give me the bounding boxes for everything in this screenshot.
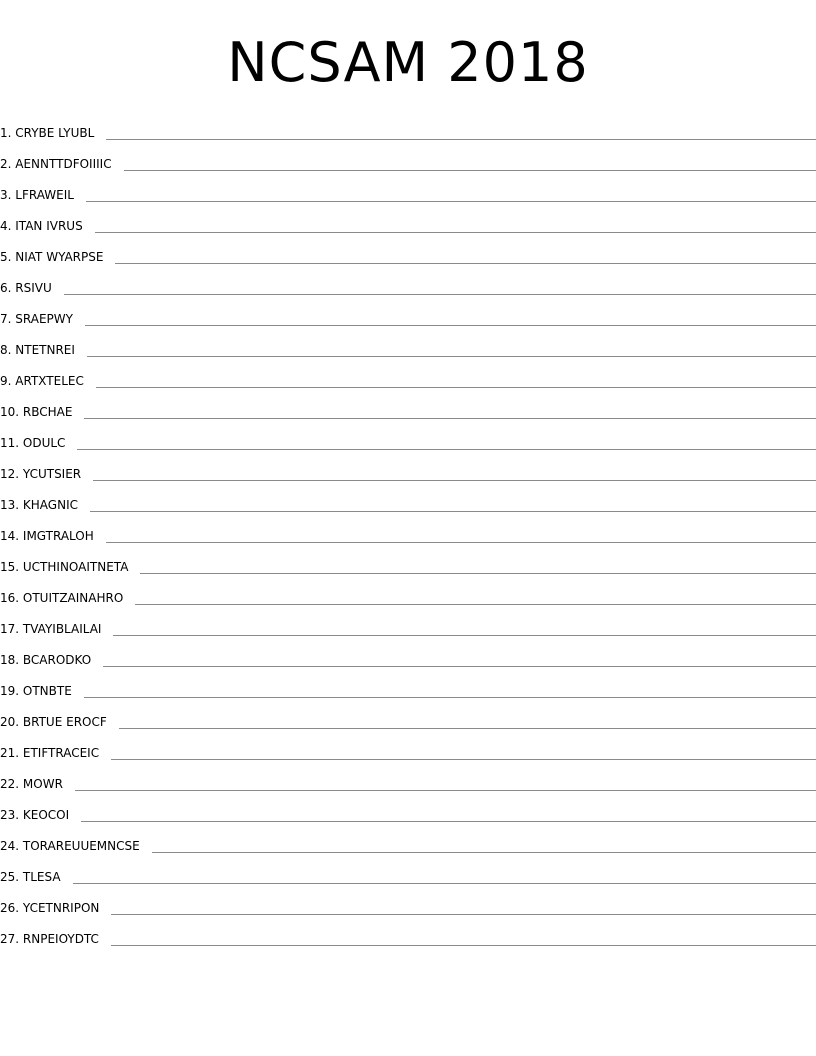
scrambled-word-label: 22. MOWR xyxy=(0,777,63,791)
scramble-row xyxy=(0,824,816,855)
answer-blank-line[interactable] xyxy=(106,139,816,140)
scramble-row xyxy=(0,762,816,793)
scramble-row xyxy=(0,173,816,204)
scrambled-word-label: 19. OTNBTE xyxy=(0,684,72,698)
scramble-row xyxy=(0,297,816,328)
answer-blank-line[interactable] xyxy=(95,232,816,233)
scramble-row xyxy=(0,886,816,917)
scramble-row xyxy=(0,638,816,669)
answer-blank-line[interactable] xyxy=(103,666,816,667)
answer-blank-line[interactable] xyxy=(90,511,816,512)
scrambled-word-label: 8. NTETNREI xyxy=(0,343,75,357)
answer-blank-line[interactable] xyxy=(84,418,816,419)
page-title: NCSAM 2018 xyxy=(227,31,589,94)
scramble-row xyxy=(0,111,816,142)
answer-blank-line[interactable] xyxy=(85,325,816,326)
scramble-row xyxy=(0,514,816,545)
scramble-row xyxy=(0,483,816,514)
scramble-row xyxy=(0,545,816,576)
answer-blank-line[interactable] xyxy=(106,542,816,543)
answer-blank-line[interactable] xyxy=(124,170,816,171)
scrambled-word-label: 7. SRAEPWY xyxy=(0,312,73,326)
answer-blank-line[interactable] xyxy=(86,201,816,202)
scramble-row xyxy=(0,793,816,824)
scrambled-word-label: 5. NIAT WYARPSE xyxy=(0,250,104,264)
scramble-row xyxy=(0,669,816,700)
scramble-row xyxy=(0,421,816,452)
scramble-row xyxy=(0,452,816,483)
answer-blank-line[interactable] xyxy=(93,480,816,481)
scramble-row xyxy=(0,390,816,421)
scrambled-word-label: 11. ODULC xyxy=(0,436,66,450)
scrambled-word-label: 27. RNPEIOYDTC xyxy=(0,932,99,946)
scrambled-word-label: 13. KHAGNIC xyxy=(0,498,78,512)
scrambled-word-label: 1. CRYBE LYUBL xyxy=(0,126,95,140)
scrambled-word-label: 3. LFRAWEIL xyxy=(0,188,74,202)
answer-blank-line[interactable] xyxy=(73,883,816,884)
answer-blank-line[interactable] xyxy=(81,821,816,822)
scrambled-word-label: 4. ITAN IVRUS xyxy=(0,219,83,233)
answer-blank-line[interactable] xyxy=(111,945,816,946)
scrambled-word-label: 9. ARTXTELEC xyxy=(0,374,84,388)
scrambled-word-label: 14. IMGTRALOH xyxy=(0,529,94,543)
answer-blank-line[interactable] xyxy=(111,914,816,915)
scramble-row xyxy=(0,607,816,638)
scrambled-word-label: 24. TORAREUUEMNCSE xyxy=(0,839,140,853)
scramble-row xyxy=(0,328,816,359)
scrambled-word-label: 18. BCARODKO xyxy=(0,653,92,667)
answer-blank-line[interactable] xyxy=(119,728,816,729)
word-scramble-list xyxy=(0,111,816,948)
scramble-row xyxy=(0,266,816,297)
scrambled-word-label: 25. TLESA xyxy=(0,870,61,884)
answer-blank-line[interactable] xyxy=(75,790,816,791)
scramble-row xyxy=(0,917,816,948)
scrambled-word-label: 26. YCETNRIPON xyxy=(0,901,100,915)
answer-blank-line[interactable] xyxy=(113,635,816,636)
scramble-row xyxy=(0,359,816,390)
answer-blank-line[interactable] xyxy=(84,697,816,698)
answer-blank-line[interactable] xyxy=(115,263,816,264)
scrambled-word-label: 16. OTUITZAINAHRO xyxy=(0,591,124,605)
scramble-row xyxy=(0,576,816,607)
scramble-row xyxy=(0,204,816,235)
scramble-row xyxy=(0,235,816,266)
answer-blank-line[interactable] xyxy=(111,759,816,760)
answer-blank-line[interactable] xyxy=(96,387,816,388)
answer-blank-line[interactable] xyxy=(140,573,816,574)
scramble-row xyxy=(0,731,816,762)
answer-blank-line[interactable] xyxy=(152,852,816,853)
scrambled-word-label: 23. KEOCOI xyxy=(0,808,70,822)
answer-blank-line[interactable] xyxy=(87,356,816,357)
answer-blank-line[interactable] xyxy=(135,604,816,605)
scrambled-word-label: 6. RSIVU xyxy=(0,281,52,295)
scramble-row xyxy=(0,142,816,173)
scrambled-word-label: 10. RBCHAE xyxy=(0,405,73,419)
scrambled-word-label: 2. AENNTTDFOIIIIC xyxy=(0,157,112,171)
scramble-row xyxy=(0,855,816,886)
answer-blank-line[interactable] xyxy=(64,294,816,295)
scrambled-word-label: 17. TVAYIBLAILAI xyxy=(0,622,102,636)
scrambled-word-label: 12. YCUTSIER xyxy=(0,467,82,481)
scrambled-word-label: 21. ETIFTRACEIC xyxy=(0,746,100,760)
answer-blank-line[interactable] xyxy=(77,449,816,450)
scramble-row xyxy=(0,700,816,731)
scrambled-word-label: 20. BRTUE EROCF xyxy=(0,715,107,729)
scrambled-word-label: 15. UCTHINOAITNETA xyxy=(0,560,129,574)
